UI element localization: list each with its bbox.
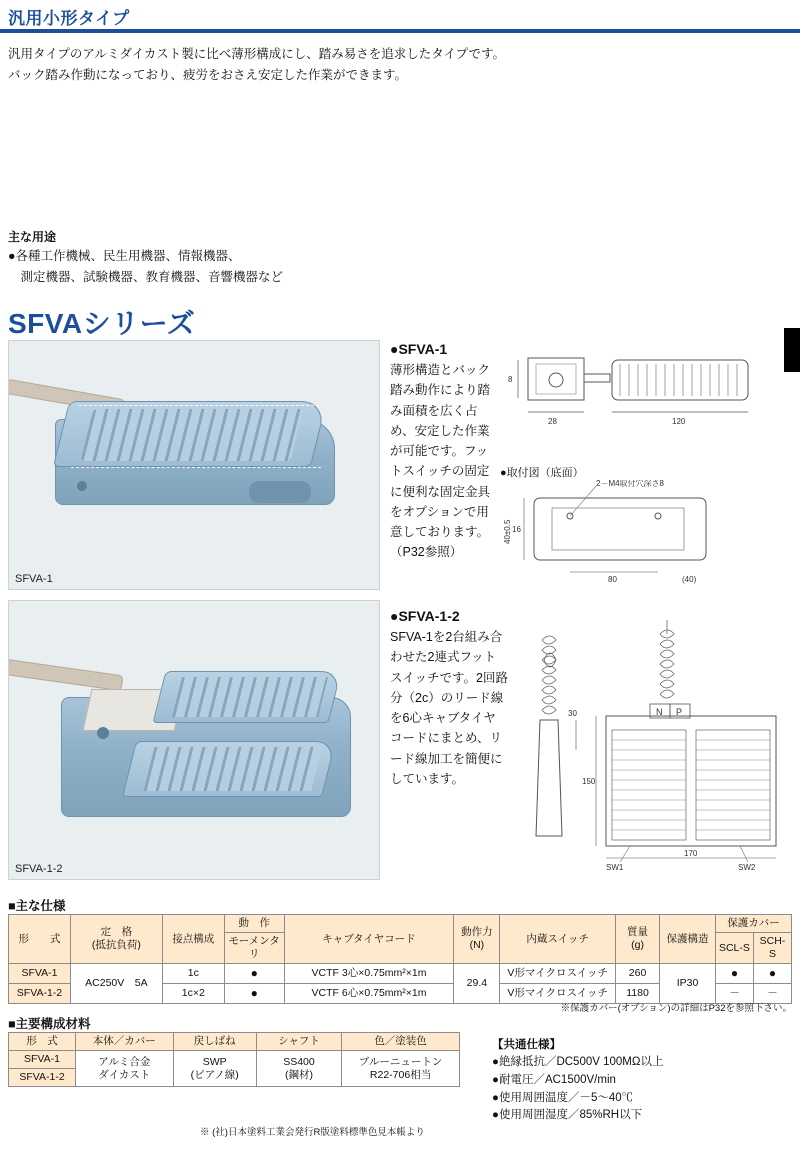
material-table-heading: ■主要構成材料 [8,1017,91,1031]
intro-line-2: バック踏み作動になっており、疲労をおさえ安定した作業ができます。 [8,68,408,83]
cell-contact: 1c×2 [162,984,224,1004]
cable-graphic [8,659,124,692]
table-row [9,1051,460,1069]
th-shaft: シャフト [256,1033,341,1051]
svg-text:8: 8 [508,375,513,384]
spec-table-heading: ■主な仕様 [8,899,66,913]
dual-pedal-ribs-2-graphic [144,747,323,791]
pedal-slot-graphic [249,481,311,503]
th-model: 形 式 [9,1033,76,1051]
usage-list [8,246,408,287]
svg-text:N: N [656,707,663,717]
sfva-1-2-drawing [510,620,800,870]
cell-cord: VCTF 6心×0.75mm²×1m [284,984,454,1004]
table-header-row [9,915,792,933]
table-header-row [9,1033,460,1051]
photo-caption-1: SFVA-1 [15,573,53,585]
cell-cover-schs: － [753,984,791,1004]
pedal-dashline-graphic [79,405,319,406]
usage-heading: 主な用途 [8,230,57,244]
material-table [8,1032,460,1087]
svg-text:30: 30 [568,709,577,718]
dual-pedal-screw-graphic [97,727,109,739]
svg-text:28: 28 [548,417,557,426]
cell-rating: AC250V 5A [70,964,162,1004]
material-table-note: ※ (社)日本塗料工業会発行R版塗料標準色見本帳より [200,1127,425,1138]
cell-protection: IP30 [660,964,716,1004]
cell-action: ● [224,964,284,984]
cell-color: ブルーニュートン R22-706相当 [342,1051,460,1087]
sfva-1-side-drawing [500,340,790,460]
usage-item-2: 測定機器、試験機器、教育機器、音響機器など [8,269,284,284]
product1-title: ●SFVA-1 [390,341,448,357]
cell-force: 29.4 [454,964,500,1004]
cell-weight: 260 [616,964,660,984]
cell-spring: SWP (ピアノ線) [173,1051,256,1087]
cell-switch: V形マイクロスイッチ [500,964,616,984]
svg-text:120: 120 [672,417,686,426]
product-photo-sfva-1-2 [8,600,380,880]
th-protection: 保護構造 [660,915,716,964]
product2-title: ●SFVA-1-2 [390,608,460,624]
svg-text:80: 80 [608,575,617,584]
sfva-1-bottom-drawing [500,480,790,590]
svg-text:2－M4取付穴深さ8: 2－M4取付穴深さ8 [596,480,665,488]
th-model: 形 式 [9,915,71,964]
svg-text:40±0.5: 40±0.5 [503,519,512,544]
common-spec-list [492,1054,792,1125]
intro-line-1: 汎用タイプのアルミダイカスト製に比べ薄形構成にし、踏み易さを追求したタイプです。 [8,47,506,61]
svg-text:16: 16 [512,525,521,534]
svg-text:P: P [676,707,683,717]
intro-text [8,44,608,87]
cell-model: SFVA-1 [9,964,71,984]
th-color: 色／塗装色 [342,1033,460,1051]
usage-item-1: ●各種工作機械、民生用機器、情報機器、 [8,249,241,263]
svg-text:(40): (40) [682,575,697,584]
cell-cover-scls: ● [715,964,753,984]
svg-text:SW1: SW1 [606,863,624,870]
pedal-dashline-graphic [71,467,321,468]
spec-table-note: ※保護カバー(オプション)の詳細はP32を参照下さい。 [560,1003,792,1014]
cell-cover-scls: － [715,984,753,1004]
photo-caption-2: SFVA-1-2 [15,863,63,875]
pedal-screw-graphic [77,481,87,491]
th-spring: 戻しばね [173,1033,256,1051]
th-force: 動作力 (N) [454,915,500,964]
cell-model: SFVA-1 [9,1051,76,1069]
cell-shaft: SS400 (鋼材) [256,1051,341,1087]
product1-body: 薄形構造とバック踏み動作により踏み面積を広く占め、安定した作業が可能です。フットスイッチの固定に便利な固定金具をオプションで用意しております。（P32参照） [390,363,491,560]
th-contact: 接点構成 [162,915,224,964]
common-spec-item: ●絶縁抵抗／DC500V 100MΩ以上 [492,1056,664,1068]
svg-text:170: 170 [684,849,698,858]
svg-text:SW2: SW2 [738,863,756,870]
common-spec-item: ●使用周囲温度／－5～40℃ [492,1091,634,1104]
cell-action: ● [224,984,284,1004]
product-photo-sfva-1 [8,340,380,590]
th-action: 動 作 [224,915,284,933]
mount-drawing-caption: ●取付図（底面） [500,467,584,479]
th-cord: キャブタイヤコード [284,915,454,964]
th-weight: 質量 (g) [616,915,660,964]
page-title: 汎用小形タイプ [8,9,130,28]
product2-body: SFVA-1を2台組み合わせた2連式フットスイッチです。2回路分（2c）のリード線を6心キャブタイヤコードにまとめ、リード線加工を簡便にしています。 [390,630,508,786]
th-rating: 定 格 (抵抗負荷) [70,915,162,964]
th-action-sub: モーメンタリ [224,933,284,964]
svg-text:150: 150 [582,777,596,786]
cell-weight: 1180 [616,984,660,1004]
cell-cover-schs: ● [753,964,791,984]
cell-contact: 1c [162,964,224,984]
th-body: 本体／カバー [76,1033,174,1051]
common-spec-item: ●耐電圧／AC1500V/min [492,1073,616,1086]
spec-table [8,914,792,1004]
th-cover: 保護カバー [715,915,791,933]
cell-model: SFVA-1-2 [9,1069,76,1087]
common-spec-item: ●使用周囲湿度／85%RH以下 [492,1109,643,1122]
cell-body: アルミ合金 ダイカスト [76,1051,174,1087]
th-switch: 内蔵スイッチ [500,915,616,964]
th-cover-schs: SCH-S [753,933,791,964]
cell-switch: V形マイクロスイッチ [500,984,616,1004]
table-row [9,964,792,984]
pedal-ribs-graphic [81,409,304,461]
cell-cord: VCTF 3心×0.75mm²×1m [284,964,454,984]
series-title: SFVAシリーズ [8,308,196,339]
title-divider [0,29,800,33]
cell-model: SFVA-1-2 [9,984,71,1004]
dual-pedal-ribs-1-graphic [172,677,328,717]
common-spec-title: 【共通仕様】 [492,1039,561,1051]
th-cover-scls: SCL-S [715,933,753,964]
